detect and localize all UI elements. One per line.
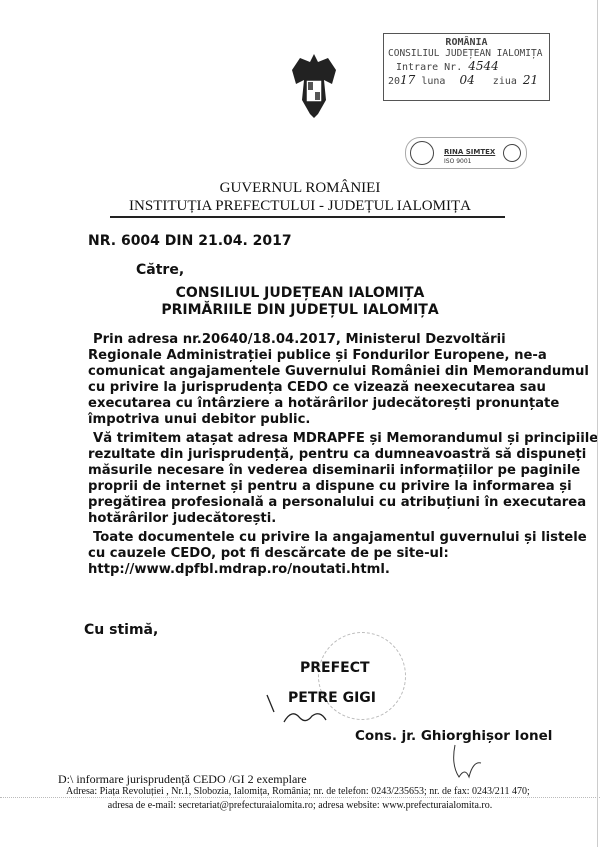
recipient: PRIMĂRIILE DIN JUDEȚUL IALOMIȚA [161,302,439,318]
scan-edge [597,0,598,847]
counsel-name: Cons. jr. Ghiorghișor Ionel [355,728,553,744]
text-line: Regionale Administrației publice și Fondurilor Europene, ne-a [88,348,547,363]
footer-contact: adresa de e-mail: secretariat@prefecturaialomita.ro; adresa website: www.prefecturaialomita.ro. [107,800,493,811]
text-line: comunicat angajamentele Guvernului României din Memorandumul [88,364,589,379]
stamp-entry-number: 4544 [468,59,499,73]
signature-name: PETRE GIGI [288,690,376,706]
paragraph [88,431,599,527]
header-institution: INSTITUȚIA PREFECTULUI - JUDEȚUL IALOMIȚA [129,198,471,214]
to-label: Către, [136,262,185,278]
text-line: hotărârilor judecătorești. [88,511,277,526]
file-reference: D:\ informare jurisprudență CEDO /GI 2 exemplare [58,772,307,786]
paragraph [88,332,589,428]
stamp-day: 21 [522,73,539,87]
signature-scribble-icon [262,690,352,734]
stamp-month: 04 [459,73,475,87]
recipient: CONSILIUL JUDEȚEAN IALOMIȚA [175,285,425,301]
certification-logo [405,137,527,169]
text-line: Toate documentele cu privire la angajamentul guvernului și listele [93,530,587,545]
text-line: Vă trimitem atașat adresa MDRAPFE și Memorandumul și principiile [93,431,599,446]
counsel-signature-icon [445,740,495,789]
website-link[interactable]: http://www.dpfbl.mdrap.ro/noutati.html. [88,562,390,577]
stamp-institution: CONSILIUL JUDEȚEAN IALOMIȚA [388,48,543,59]
text-line: cu privire la jurisprudența CEDO ce vizează neexecutarea sau [88,380,546,395]
closing: Cu stimă, [84,622,159,638]
text-line: măsurile necesare în vederea diseminarii informațiilor pe paginile [88,463,581,478]
stamp-year-suffix: 17 [400,73,416,87]
registration-stamp [383,33,550,101]
footer-divider [0,797,600,798]
coat-of-arms-icon [288,50,340,120]
cert-standard: ISO 9001 [444,158,472,165]
signature-title: PREFECT [300,660,370,676]
text-line: executarea cu întârziere a hotărârilor judecătorești pronunțate [88,396,560,411]
paragraph [88,530,587,578]
header-divider [110,216,505,218]
recipients [0,285,600,319]
text-line: Prin adresa nr.20640/18.04.2017, Ministerul Dezvoltării [93,332,506,347]
stamp-entry-label: Intrare Nr. [396,62,463,73]
letter-body [88,332,599,581]
text-line: rezultate din jurisprudență, pentru ca dumneavoastră să dispuneți [88,447,587,462]
cert-name: RINA SIMTEX [444,148,496,156]
stamp-day-label: ziua [492,76,517,87]
document-number: NR. 6004 DIN 21.04. 2017 [88,233,292,249]
text-line: proprii de internet și pentru a dispune cu privire la informarea și [88,479,572,494]
text-line: împotriva unui debitor public. [88,412,311,427]
text-line: cu cauzele CEDO, pot fi descărcate de pe site-ul: [88,546,449,561]
stamp-country: ROMÂNIA [445,37,488,48]
stamp-month-label: luna [421,76,446,87]
footer-address: Adresa: Piața Revoluției , Nr.1, Slobozia, Ialomița, România; nr. de telefon: 0243/235653; nr. de fax: 0243/211 470; [66,786,530,797]
header-government: GUVERNUL ROMÂNIEI [219,180,381,196]
text-line: pregătirea profesională a personalului cu atribuțiuni în executarea [88,495,587,510]
stamp-year-prefix: 20 [388,76,401,87]
